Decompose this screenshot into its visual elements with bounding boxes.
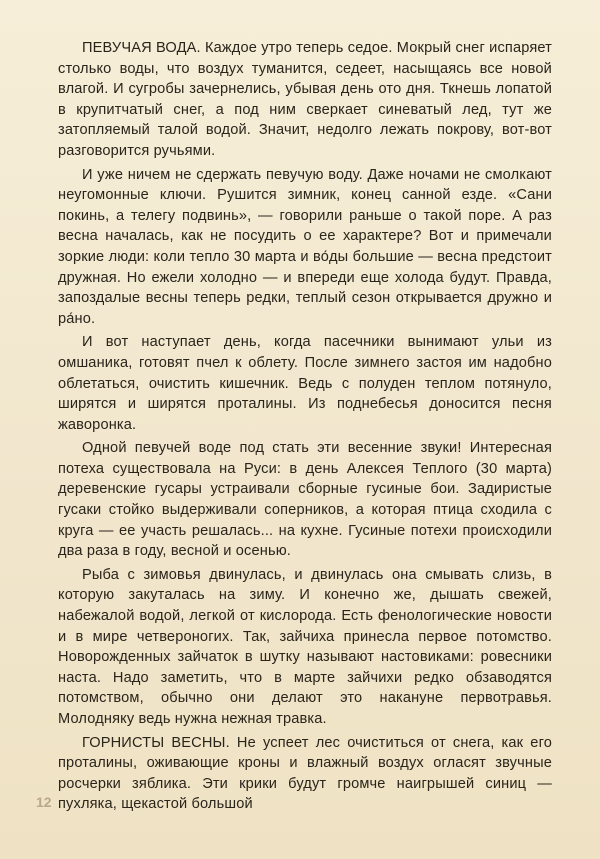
paragraph-goose-fights: Одной певучей воде под стать эти весенние звуки! Интересная потеха существовала на Руси: в день Алексея Теплого (30 марта) деревенские гусары устраивали сборные гусиные бои. Задиристые гусаки стойко выдерживали соперников, а которая птица сходила с круга — ее участь решалась... на кухне. Гусиные потехи происходили два раза в году, весной и осенью. xyxy=(58,440,552,560)
paragraph-buglers-of-spring: ГОРНИСТЫ ВЕСНЫ. Не успеет лес очиститься от снега, как его проталины, оживающие кроны и влажный воздух огласят звучные росчерки зяблика. Эти крики будут громче наигрышей синиц — пухляка, щекастой большой xyxy=(58,734,552,813)
page-number: 12 xyxy=(36,794,52,810)
paragraph-singing-water: ПЕВУЧАЯ ВОДА. Каждое утро теперь седое. Мокрый снег испаряет столько воды, что воздух туманится, седеет, насыщаясь все новой влагой. И сугробы зачернелись, убывая день ото дня. Ткнешь лопатой в крупитчатый снег, а под ним сверкает синеватый лед, тут же затопляемый талой водой. Значит, недолго лежать покрову, вот-вот разговорится ручьями. xyxy=(58,40,552,159)
paragraph-beekeepers: И вот наступает день, когда пасечники вынимают ульи из омшаника, готовят пчел к облету. После зимнего застоя им надобно облетаться, очистить кишечник. Ведь с полуден теплом потянуло, ширятся и ширятся проталины. Из поднебесья доносится песня жаворонка. xyxy=(58,334,552,433)
paragraph-fish-and-hares: Рыба с зимовья двинулась, и двинулась она смывать слизь, в которую закуталась на зиму. И конечно же, дышать свежей, набежалой водой, легкой от кислорода. Есть фенологические новости и в мире четвероногих. Так, зайчиха принесла первое потомство. Новорожденных зайчаток в шутку называют настовиками: ровесники наста. Надо заметить, что в марте зайчихи редко обзаводятся потомством, обычно они делают это накануне первотравья. Молодняку ведь нужна нежная травка. xyxy=(58,566,552,727)
paragraph-spring-character: И уже ничем не сдержать певучую воду. Даже ночами не смолкают неугомонные ключи. Рушится зимник, конец санной езде. «Сани покинь, а телегу подвинь», — говорили раньше о такой поре. А раз весна началась, как не посудить о ее характере? Вот и примечали зоркие люди: коли тепло 30 марта и во́ды большие — весна предстоит дружная. Но ежели холодно — и впереди еще холода будут. Правда, запоздалые весны теперь редки, теплый сезон открывается дружно и ра́но. xyxy=(58,166,552,327)
